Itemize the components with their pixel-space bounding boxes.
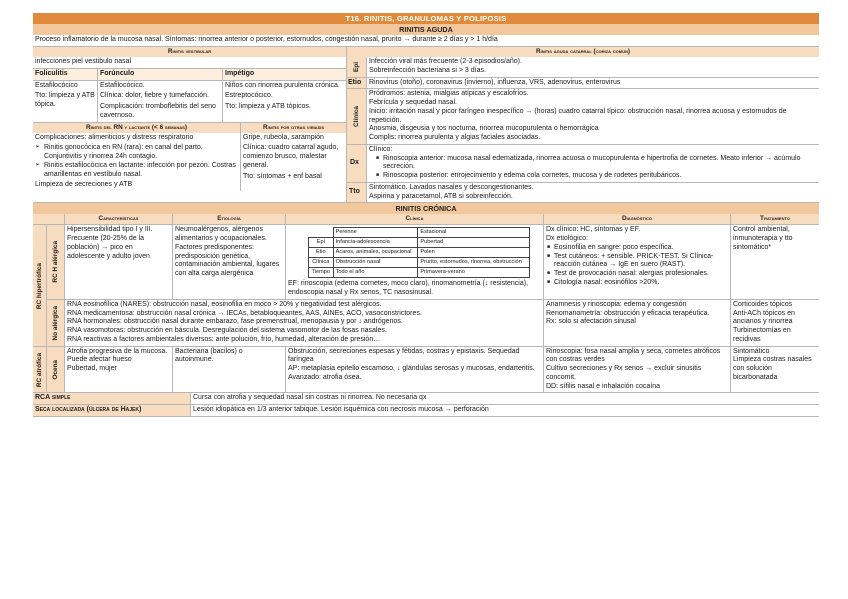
- catarral-clinica: [347, 89, 819, 145]
- hipertrofica-label: RC hipertrófica: [33, 225, 47, 345]
- dx-content: [367, 145, 819, 182]
- forunculo-col: [98, 69, 223, 122]
- dx-item: ■ Test cutáneos: + sensible. PRICK-TEST. Si Clínica-reacción cutánea → IgE en suero (RAST).: [546, 253, 728, 271]
- alergica-row: [47, 225, 819, 300]
- catarral-epi: [347, 57, 819, 78]
- dx-line: Dx etiológico:: [546, 235, 589, 243]
- clinica-line: Pródromos: astenia, mialgias atípicas y escalofríos.: [369, 90, 529, 98]
- cronica-header: RINITIS CRÓNICA: [33, 203, 819, 214]
- alergica-etio: Neumoalérgenos, alérgenos alimentarios y ocupacionales. Factores predisponentes: predisposición genética, contaminación ambiental, lugares con alta carga alergénica: [173, 225, 286, 299]
- noalergica-line: RNA reactivas a factores ambientales diversos: ante polución, frío, humedad, alteración de presión…: [67, 335, 381, 343]
- alergica-label: RC H alérgica: [47, 225, 65, 299]
- vestibular-cols: [33, 69, 346, 123]
- ocena-dx: Rinoscopia: fosa nasal amplia y seca, cornetes atróficos con costras verdes Cultivo secreciones y Rx senos → excluir sinusitis concomit. DD: sífilis nasal e inhalación cocaína: [544, 347, 731, 393]
- dx-list: [369, 155, 817, 181]
- dx-intro: Clínico:: [369, 145, 393, 153]
- table-row: [309, 258, 530, 268]
- noalergica-dx: Anamnesis y rinoscopia: edema y congestión Renomanometría: obstrucción y eficacia terapéutica. Rx: solo si afectación sinusal: [544, 300, 731, 346]
- rn-intro: Complicaciones: alimenticios y distress respiratorio: [35, 133, 194, 141]
- table-row: [309, 248, 530, 258]
- catarral-header: Rinitis aguda catarral (coriza común): [347, 47, 819, 57]
- col-head-clinica: Clínica: [286, 214, 544, 224]
- table-cell: Tiempo: [309, 268, 334, 278]
- table-cell: Ácaros, animales, ocupacional: [333, 248, 418, 258]
- table-cell: [309, 228, 334, 238]
- etio-content: Rinovirus (otoño), coronavirus (invierno), influenza, VRS, adenovirus, enterovirus: [369, 78, 621, 86]
- ocena-tto: Sintomático Limpieza costras nasales con solución bicarbonatada: [733, 347, 812, 381]
- perenne-estacional-table: [308, 227, 530, 278]
- noalergica-line: RNA hormonales: obstrucción nasal durante embarazo, fase premenstrual, menopausia y por ↓ andrógenos.: [67, 318, 403, 326]
- tto-label: Tto: [347, 183, 367, 203]
- alergica-tto: Control ambiental, inmunoterapia y tto sintomático*: [733, 226, 793, 251]
- table-cell: Epi: [309, 238, 334, 248]
- col-head-etio: Etiología: [173, 214, 286, 224]
- table-head: Perenne: [333, 228, 418, 238]
- forunculo-head: Forúnculo: [98, 69, 222, 81]
- dx-item: ■ Citología nasal: eosinófilos >20%.: [546, 279, 728, 288]
- seca-row: [33, 405, 819, 417]
- noalergica-content: [65, 300, 544, 346]
- viriasis-line: Gripe, rubeola, sarampión: [243, 133, 324, 141]
- catarral-dx: [347, 145, 819, 183]
- alergica-dx-list: [546, 244, 728, 288]
- noalergica-line: RNA vasomotoras: obstrucción en báscula. Desregulación del sistema vasomotor de las fosas nasales.: [67, 327, 387, 335]
- ocena-clinica: Obstrucción, secreciones espesas y fétidas, costras y epistaxis. Sequedad faríngea AP: metaplasia epitelio escamoso, ↓ glándulas serosas y mucosas, endarteritis. Avanzado: atrofia ósea.: [286, 347, 544, 393]
- rn-list: [33, 143, 240, 180]
- vestibular-header: Rinitis vestibular: [33, 47, 346, 57]
- clinica-line: Febrícula y sequedad nasal.: [369, 99, 457, 107]
- dx-item: ■ Rinoscopia anterior: mucosa nasal edematizada, rinorrea acuosa o mucopurulenta e hipertrofia de cornetes. Meato inferior → acúmulo secreción.: [375, 155, 817, 173]
- impetigo-head: Impétigo: [223, 69, 346, 81]
- noalergica-line: RNA eosinofílica (NARES): obstrucción nasal, eosinofilia en moco > 20% y negatividad test alérgicos.: [67, 300, 382, 308]
- tto-line: Aspirina y paracetamol, ATB si sobreinfección.: [369, 192, 513, 200]
- clinica-line: Complis: rinorrea purulenta y algias faciales asociadas.: [369, 134, 541, 142]
- catarral-section: [347, 47, 819, 202]
- ocena-caract: Atrofia progresiva de la mucosa. Puede afectar hueso Pubertad, mujer: [65, 347, 173, 393]
- rn-header: Rinitis del RN y lactante (< 6 semanas): [33, 123, 240, 133]
- table-row: [309, 238, 530, 248]
- noalergica-tto: Corticoides tópicos Anti-ACh tópicos en ancianos y rinorrea Turbinectomías en recidivas: [733, 300, 795, 343]
- foliculitis-col: [33, 69, 98, 122]
- seca-label: Seca localizada (úlcera de Hajek): [33, 405, 191, 416]
- ocena-label: Ocena: [47, 347, 65, 393]
- catarral-tto: [347, 183, 819, 203]
- alergica-clinica: [286, 225, 544, 299]
- rca-row: [33, 393, 819, 405]
- seca-text: Lesión idiopática en 1/3 anterior tabique. Lesión isquémica con necrosis mucosa → perforación: [193, 406, 489, 414]
- impetigo-line: Tto: limpieza y ATB tópicos.: [225, 103, 311, 111]
- rn-item: ➢ Rinitis gonocócica en RN (rara): en canal del parto. Conjuntivitis y rinorrea 24h contagio.: [35, 144, 238, 162]
- impetigo-col: [223, 69, 346, 122]
- tto-content: [367, 183, 819, 203]
- aguda-left: [33, 47, 347, 202]
- table-head: Estacional: [418, 228, 530, 238]
- clinica-label: Clínica: [347, 89, 367, 144]
- forunculo-line: Clínica: dolor, fiebre y tumefacción.: [100, 92, 209, 100]
- impetigo-line: Estreptocócico.: [225, 92, 273, 100]
- epi-line: Infección viral más frecuente (2-3 episodios/año).: [369, 58, 522, 66]
- hipertrofica-body: [47, 225, 819, 345]
- viriasis-header: Rinitis por otras viriasis: [241, 123, 346, 133]
- table-cell: Clínica: [309, 258, 334, 268]
- viriasis-section: [241, 123, 346, 192]
- epi-content: [367, 57, 819, 77]
- rca-text: Cursa con atrofia y sequedad nasal sin costras ni rinorrea. No necesaria qx: [193, 394, 427, 402]
- table-row: [309, 268, 530, 278]
- impetigo-line: Niños con rinorrea purulenta crónica.: [225, 81, 340, 89]
- dx-label: Dx: [347, 145, 367, 182]
- col-head-dx: Diagnóstico: [544, 214, 731, 224]
- epi-label: Epi: [347, 57, 367, 77]
- foliculitis-head: Foliculitis: [33, 69, 97, 81]
- table-cell: Primavera-verano: [418, 268, 530, 278]
- forunculo-line: Complicación: tromboflebitis del seno cavernoso.: [100, 103, 216, 119]
- viriasis-line: Clínica: cuadro catarral agudo, comienzo brusco, malestar general.: [243, 144, 339, 169]
- atrofica-label: RC atrófica: [33, 347, 47, 393]
- rn-section: [33, 123, 241, 192]
- ocena-row: [47, 347, 819, 393]
- page-title: T16. RINITIS, GRANULOMAS Y POLIPOSIS: [33, 13, 819, 24]
- ocena-etio: Bacteriana (bacilos) o autoinmune.: [173, 347, 286, 393]
- table-cell: Todo el año: [333, 268, 418, 278]
- table-header-row: [309, 228, 530, 238]
- col-head-tto: Tratamiento: [731, 214, 819, 224]
- atrofica-block: [33, 347, 819, 394]
- alergica-clin-text: EF: rinoscopia (edema cornetes, moco claro), rinomanometría (↓ resistencia), endoscopia nasal y Rx senos, TC nasosinusal.: [288, 280, 529, 297]
- clinica-content: [367, 89, 819, 144]
- rn-viriasis: [33, 123, 346, 192]
- rca-label: RCA simple: [33, 393, 191, 404]
- dx-line: Dx clínico: HC, síntomas y EF.: [546, 226, 641, 234]
- tto-line: Sintomático. Lavados nasales y descongestionantes.: [369, 183, 534, 191]
- catarral-etio: [347, 78, 819, 90]
- epi-line: Sobreinfección bacteriana si > 3 días.: [369, 66, 486, 74]
- spacer: [33, 214, 65, 224]
- dx-item: ■ Rinoscopia posterior: enrojecimiento y edema cola cornetes, mucosa y de rodetes peritubáricos.: [375, 172, 817, 181]
- alergica-caract: Hipersensibilidad tipo I y III. Frecuente (20-25% de la población) → pico en adolescente y adulto joven: [65, 225, 173, 299]
- cronica-col-heads: [33, 214, 819, 225]
- dx-item: ■ Eosinofilia en sangre: poco específica.: [546, 244, 728, 253]
- viriasis-line: Tto: síntomas + enf basal: [243, 172, 322, 180]
- vestibular-intro: infecciones piel vestibulo nasal: [33, 57, 346, 69]
- clinica-line: Anosmia, disgeusia y tos nocturna, rinorrea mucopurulenta o hemorrágica: [369, 125, 599, 133]
- aguda-body: [33, 47, 819, 203]
- noalergica-row: [47, 300, 819, 346]
- foliculitis-line: Estafilocócico: [35, 81, 78, 89]
- aguda-header: RINITIS AGUDA: [33, 24, 819, 35]
- aguda-intro: Proceso inflamatorio de la mucosa nasal. Síntomas: rinorrea anterior o posterior, estornudos, congestión nasal, prurito → durante ≥ 2 días y > 1 h/día: [33, 35, 819, 47]
- rn-item: ➢ Rinitis estafilocócica en lactante: infección por pezón. Costras amarillentas en vestíbulo nasal.: [35, 162, 238, 180]
- foliculitis-line: Tto: limpieza y ATB tópica.: [35, 92, 95, 109]
- table-cell: Obstrucción nasal: [333, 258, 418, 268]
- col-head-caract: Características: [65, 214, 173, 224]
- alergica-dx: [544, 225, 731, 299]
- clinica-line: Inicio: irritación nasal y picor faríngeo inespecífico → (horas) cuadro catarral típico: obstrucción nasal, rinorrea acuosa y estornudos de repetición.: [369, 107, 787, 124]
- forunculo-line: Estafilocócico.: [100, 81, 145, 89]
- etio-label: Etio: [347, 78, 367, 89]
- rn-footer: Limpieza de secreciones y ATB: [35, 181, 133, 189]
- table-cell: Etio: [309, 248, 334, 258]
- dx-item: ■ Test de provocación nasal: alergias profesionales.: [546, 270, 728, 279]
- table-cell: Polen: [418, 248, 530, 258]
- table-cell: Infancia-adolescencia: [333, 238, 418, 248]
- noalergica-label: No alérgica: [47, 300, 65, 346]
- summary-sheet: [33, 13, 819, 417]
- table-cell: Pubertad: [418, 238, 530, 248]
- hipertrofica-block: [33, 225, 819, 346]
- noalergica-line: RNA medicamentosa: obstrucción nasal crónica → IECAs, betabloqueantes, AAS, AINEs, ACO, vasoconstrictores.: [67, 309, 422, 317]
- table-cell: Prurito, estornudos, rinorrea, obstrucción: [418, 258, 530, 268]
